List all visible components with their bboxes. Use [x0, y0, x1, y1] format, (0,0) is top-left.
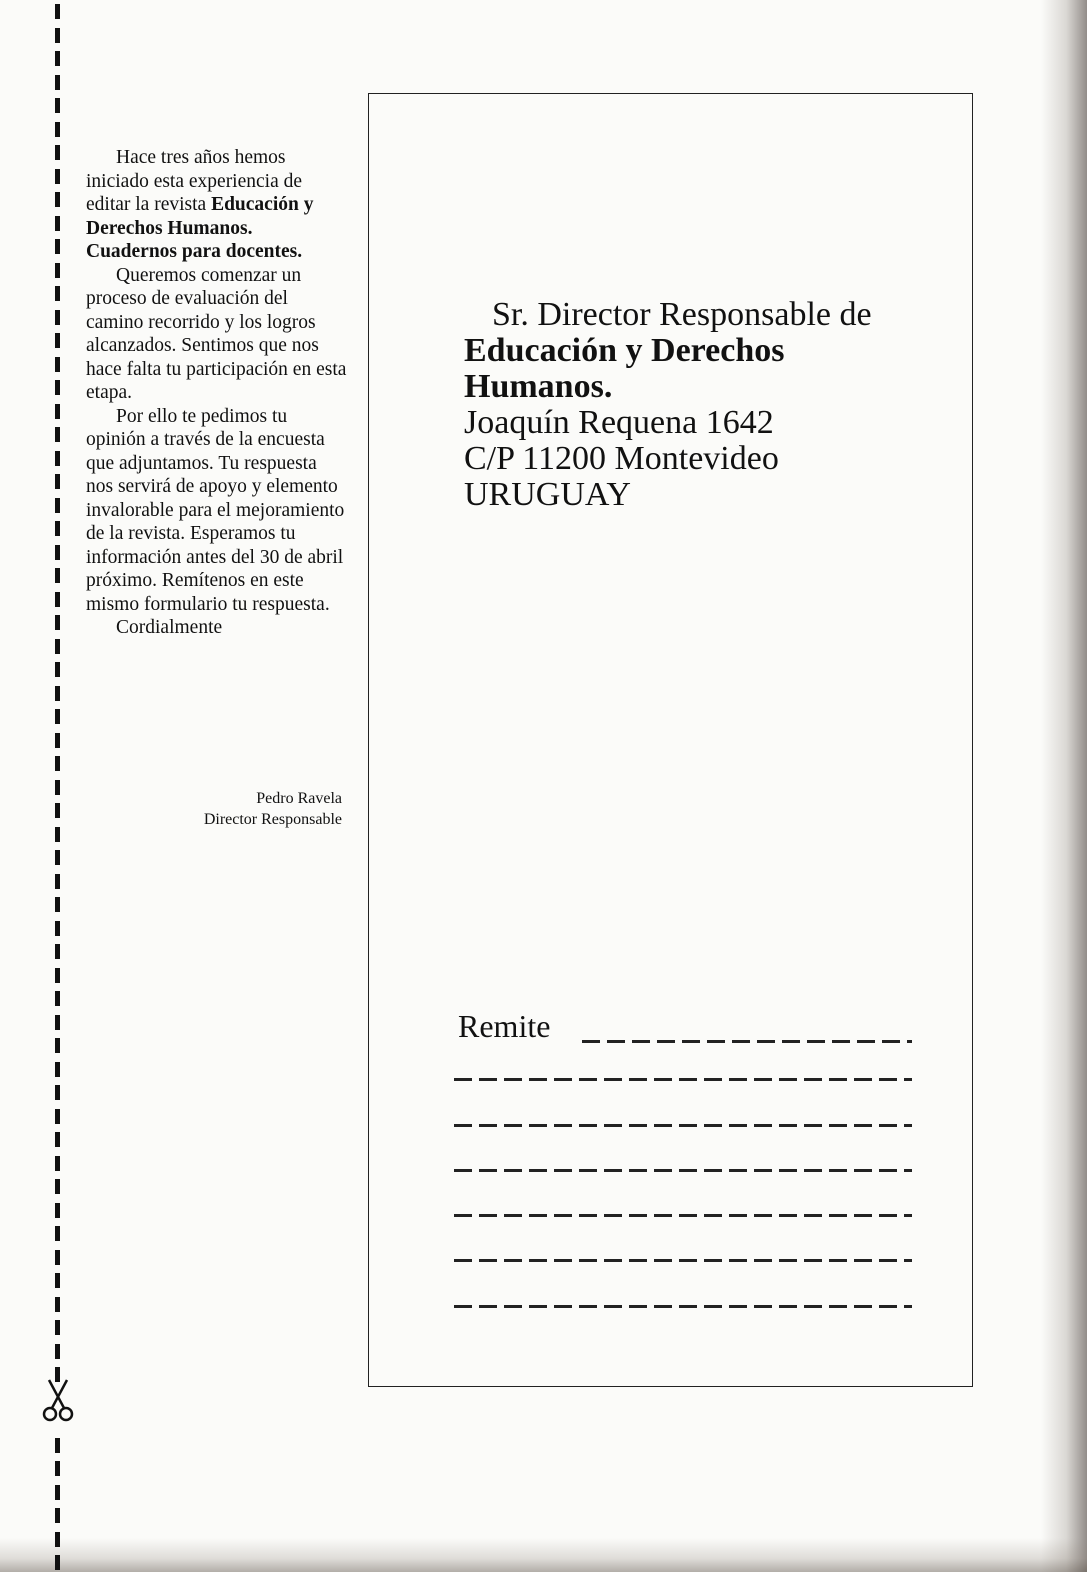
- address-publication-line1: Educación y Derechos: [464, 332, 785, 369]
- sender-address-field-4[interactable]: [454, 1214, 912, 1217]
- cut-line-dash: [55, 1203, 60, 1218]
- cut-line-dash: [55, 1015, 60, 1030]
- cut-line-dash: [55, 709, 60, 724]
- signer-title: Director Responsable: [203, 811, 342, 828]
- magazine-title: Educación y Derechos Humanos. Cuadernos para docentes.: [86, 194, 314, 262]
- cut-line-dash: [55, 639, 60, 654]
- address-recipient: Sr. Director Responsable de: [492, 296, 872, 333]
- cut-line-dash: [55, 803, 60, 818]
- address-street: Joaquín Requena 1642: [464, 404, 774, 441]
- cut-line-dash: [55, 756, 60, 771]
- cut-line-dash: [55, 357, 60, 372]
- cut-line-dash: [55, 1297, 60, 1312]
- letter-paragraph-intro: [86, 146, 348, 264]
- cut-line-dash: [55, 380, 60, 395]
- cut-line-dash: [55, 615, 60, 630]
- sender-address-field-1[interactable]: [454, 1078, 912, 1081]
- cut-line-dash: [55, 451, 60, 466]
- letter-paragraph-evaluation: Queremos comenzar un proceso de evaluación del camino recorrido y los logros alcanzados. Sentimos que nos hace falta tu participación en esta etapa.: [86, 264, 347, 403]
- cut-line-dash: [55, 1109, 60, 1124]
- cut-line-dash: [55, 216, 60, 231]
- sender-address-field-2[interactable]: [454, 1124, 912, 1127]
- cut-line-dash: [55, 827, 60, 842]
- cut-along-dashed-line: [55, 0, 63, 1572]
- cut-line-dash: [55, 897, 60, 912]
- signer-name: Pedro Ravela: [256, 790, 342, 807]
- cut-line-dash: [55, 239, 60, 254]
- cut-line-dash: [55, 404, 60, 419]
- cut-line-dash: [55, 169, 60, 184]
- letter-intro-text: Hace tres años hemos iniciado esta experiencia de editar la revista: [86, 147, 303, 215]
- cut-line-dash: [55, 662, 60, 677]
- cut-line-dash: [55, 1226, 60, 1241]
- sender-address-field-3[interactable]: [454, 1169, 912, 1172]
- cut-line-dash: [55, 1156, 60, 1171]
- scissors-icon: [40, 1378, 76, 1424]
- cut-line-dash: [55, 263, 60, 278]
- sender-name-field[interactable]: [582, 1040, 912, 1043]
- cut-line-dash: [55, 968, 60, 983]
- cut-line-dash: [55, 333, 60, 348]
- address-publication-line2: Humanos.: [464, 368, 613, 405]
- cut-line-dash: [55, 51, 60, 66]
- cut-line-dash: [55, 1179, 60, 1194]
- letter-paragraph-request: Por ello te pedimos tu opinión a través de la encuesta que adjuntamos. Tu respuesta nos servirá de apoyo y elemento invalorable para el mejoramiento de la revista. Esperamos tu información antes del 30 de abril próximo. Remítenos en este mismo formulario tu respuesta.: [86, 405, 345, 615]
- cut-line-dash: [55, 474, 60, 489]
- cover-letter: [86, 146, 348, 640]
- cut-line-dash: [55, 1320, 60, 1335]
- cut-line-dash: [55, 991, 60, 1006]
- cut-line-dash: [55, 1132, 60, 1147]
- cut-line-dash: [55, 1438, 60, 1453]
- cut-line-dash: [55, 874, 60, 889]
- cut-line-dash: [55, 498, 60, 513]
- address-postal-city: C/P 11200 Montevideo: [464, 440, 779, 477]
- cut-line-dash: [55, 28, 60, 43]
- address-country: URUGUAY: [464, 476, 631, 513]
- cut-line-dash: [55, 98, 60, 113]
- recipient-address: [464, 297, 964, 513]
- cut-line-dash: [55, 521, 60, 536]
- cut-line-dash: [55, 1532, 60, 1547]
- cut-line-dash: [55, 1461, 60, 1476]
- cut-line-dash: [55, 1508, 60, 1523]
- page-bottom-shadow: [0, 1538, 1087, 1572]
- cut-line-dash: [55, 545, 60, 560]
- cut-line-dash: [55, 686, 60, 701]
- cut-line-dash: [55, 1250, 60, 1265]
- cut-line-dash: [55, 780, 60, 795]
- cut-line-dash: [55, 427, 60, 442]
- cut-line-dash: [55, 310, 60, 325]
- cut-line-dash: [55, 733, 60, 748]
- sender-address-field-6[interactable]: [454, 1305, 912, 1308]
- signature-block: [120, 788, 342, 830]
- cut-line-dash: [55, 1038, 60, 1053]
- cut-line-dash: [55, 1344, 60, 1359]
- cut-line-dash: [55, 286, 60, 301]
- cut-line-dash: [55, 1085, 60, 1100]
- cut-line-dash: [55, 192, 60, 207]
- cut-line-dash: [55, 1273, 60, 1288]
- cut-line-dash: [55, 122, 60, 137]
- page-edge-shadow: [1041, 0, 1087, 1572]
- cut-line-dash: [55, 1062, 60, 1077]
- cut-line-dash: [55, 4, 60, 19]
- sender-label: Remite: [458, 1008, 551, 1044]
- cut-line-dash: [55, 1555, 60, 1570]
- cut-line-dash: [55, 592, 60, 607]
- sender-address-field-5[interactable]: [454, 1259, 912, 1262]
- cut-line-dash: [55, 145, 60, 160]
- cut-line-dash: [55, 921, 60, 936]
- cut-line-dash: [55, 568, 60, 583]
- mailing-panel: [368, 93, 973, 1387]
- cut-line-dash: [55, 1485, 60, 1500]
- cut-line-dash: [55, 850, 60, 865]
- cut-line-dash: [55, 75, 60, 90]
- cut-line-dash: [55, 944, 60, 959]
- letter-closing: Cordialmente: [116, 617, 223, 638]
